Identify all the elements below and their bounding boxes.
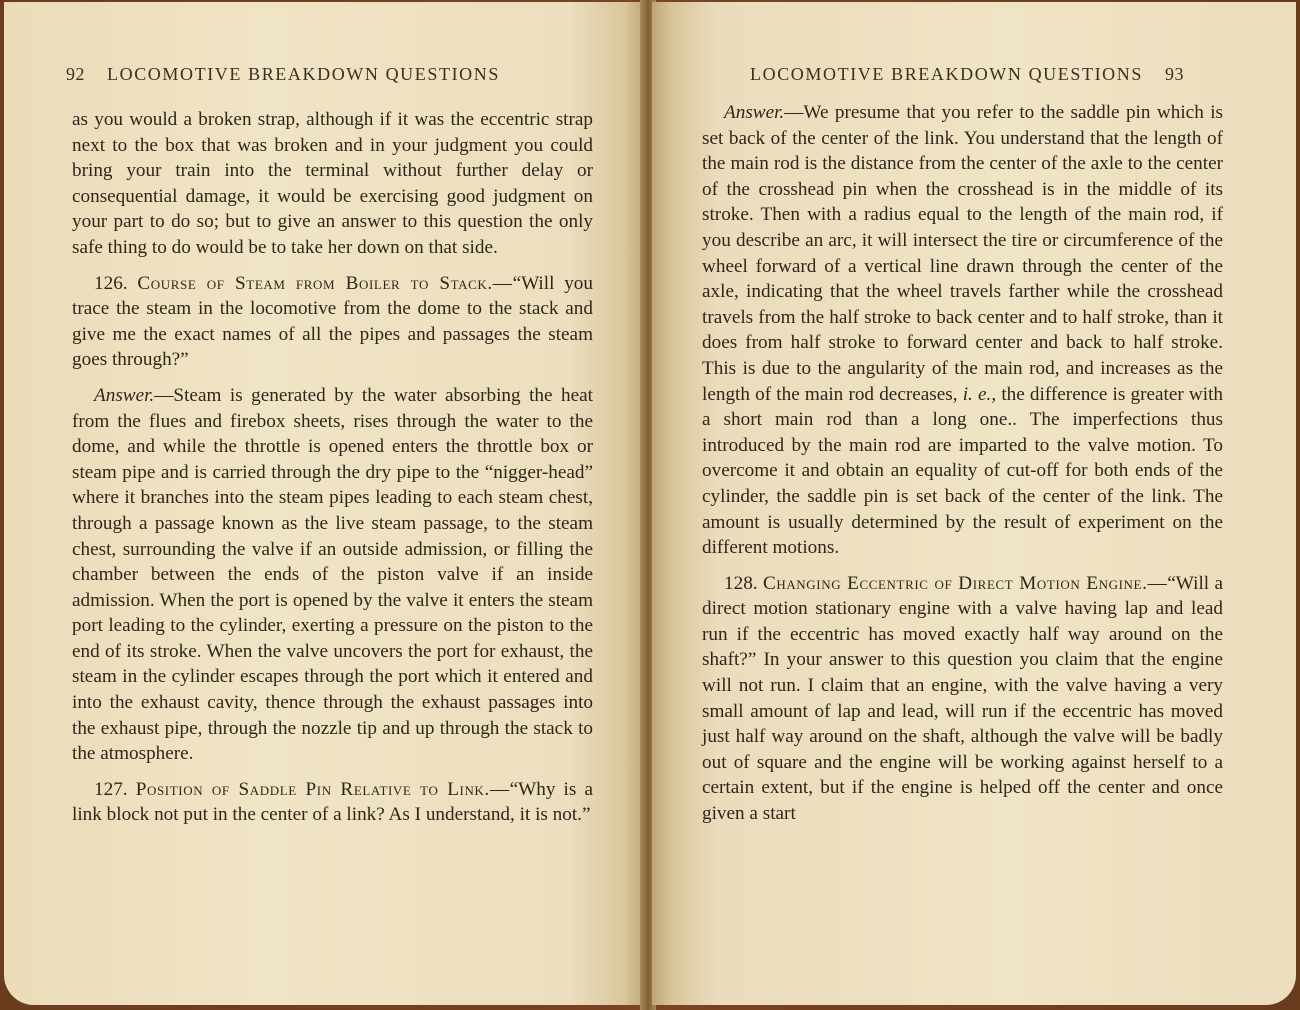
question-128-text: “Will a direct motion stationary engine with a valve having lap and lead run if the eccentric has moved exactly half way around on the shaft?” In your answer to this question you claim that the engine will not run. I claim that an engine, with the valve having a very small amount of lap and lead, will run if the eccentric has moved just half way around on the shaft, although the valve will be badly out of square and the engine will be working against herself to a certain extent, but if the engine is helped off the center and once given a start	[702, 572, 1223, 825]
answer-127-text-end: the difference is greater with a short main rod than a long one.. The imperfections thus introduced by the main rod are imparted to the valve motion. To overcome it and obtain an equality of cut-off for both ends of the cylinder, the saddle pin is set back of the center of the link. The amount is usually determined by the result of experiment on the different motions.	[702, 383, 1224, 559]
question-127-heading: Position of Saddle Pin Relative to Link.—	[135, 778, 510, 800]
answer-127-label: Answer.	[724, 102, 785, 123]
right-running-head	[750, 64, 1184, 85]
answer-126-label: Answer.	[94, 384, 155, 406]
answer-126	[72, 383, 593, 767]
question-128-heading: Changing Eccentric of Direct Motion Engine.—	[762, 572, 1168, 594]
question-126-text: “Will you trace the steam in the locomotive from the dome to the stack and give me the exact names of all the pipes and passages the steam goes through?”	[72, 272, 593, 371]
question-127	[72, 777, 593, 828]
left-page	[4, 2, 644, 1005]
answer-127-ie: i. e.,	[962, 383, 997, 405]
answer-126-text: —Steam is generated by the water absorbing the heat from the flues and firebox sheets, rises through the water to the dome, and while the throttle is opened enters the throttle box or steam pipe and is carried through the dry pipe to the “nigger-head” where it branches into the steam pipes leading to each steam chest, through a passage known as the live steam passage, to the steam chest, surrounding the valve if an outside admission, or filling the chamber between the ends of the piston valve if an inside admission. When the port is opened by the valve it enters the steam port leading to the cylinder, exerting a pressure on the piston to the end of its stroke. When the valve uncovers the port for exhaust, the steam in the cylinder escapes through the port which it entered and into the exhaust cavity, thence through the exhaust passages into the exhaust pipe, through the nozzle tip and up through the stack to the atmosphere.	[72, 384, 593, 765]
question-126-number: 126.	[94, 272, 128, 294]
question-128-number: 128.	[724, 572, 758, 594]
right-running-head-title: LOCOMOTIVE BREAKDOWN QUESTIONS	[750, 64, 1143, 84]
answer-127	[702, 100, 1223, 561]
question-126	[72, 271, 593, 373]
question-127-number: 127.	[94, 778, 128, 800]
left-running-head-title: LOCOMOTIVE BREAKDOWN QUESTIONS	[107, 64, 500, 84]
question-127-text: “Why is a link block not put in the center of a link? As I understand, it is not.”	[72, 778, 593, 826]
left-running-head	[66, 64, 500, 85]
question-128	[702, 571, 1223, 827]
right-page	[652, 2, 1296, 1005]
right-page-number: 93	[1164, 64, 1184, 84]
continuation-paragraph: as you would a broken strap, although if it was the eccentric strap next to the box that was broken and in your judgment you could bring your train into the terminal without further delay or consequential damage, it would be exercising good judgment on your part to do so; but to give an answer to this question the only safe thing to do would be to take her down on that side.	[72, 109, 593, 258]
answer-127-text: —We presume that you refer to the saddle pin which is set back of the center of the link. You understand that the length of the main rod is the distance from the center of the axle to the center of the crosshead pin when the crosshead is in the middle of its stroke. Then with a radius equal to the length of the main rod, if you describe an arc, it will intersect the tire or circumference of the wheel forward of a vertical line drawn through the center of the axle, indicating that the wheel travels farther while the crosshead travels from the half stroke to back center and to half stroke, than it does from half stroke to forward center and back to half stroke. This is due to the angularity of the main rod, and increases as the length of the main rod decreases,	[702, 102, 1223, 405]
question-126-heading: Course of Steam from Boiler to Stack.—	[137, 272, 513, 294]
right-page-body	[702, 100, 1223, 827]
left-page-number: 92	[66, 64, 85, 84]
left-page-body	[72, 107, 593, 828]
